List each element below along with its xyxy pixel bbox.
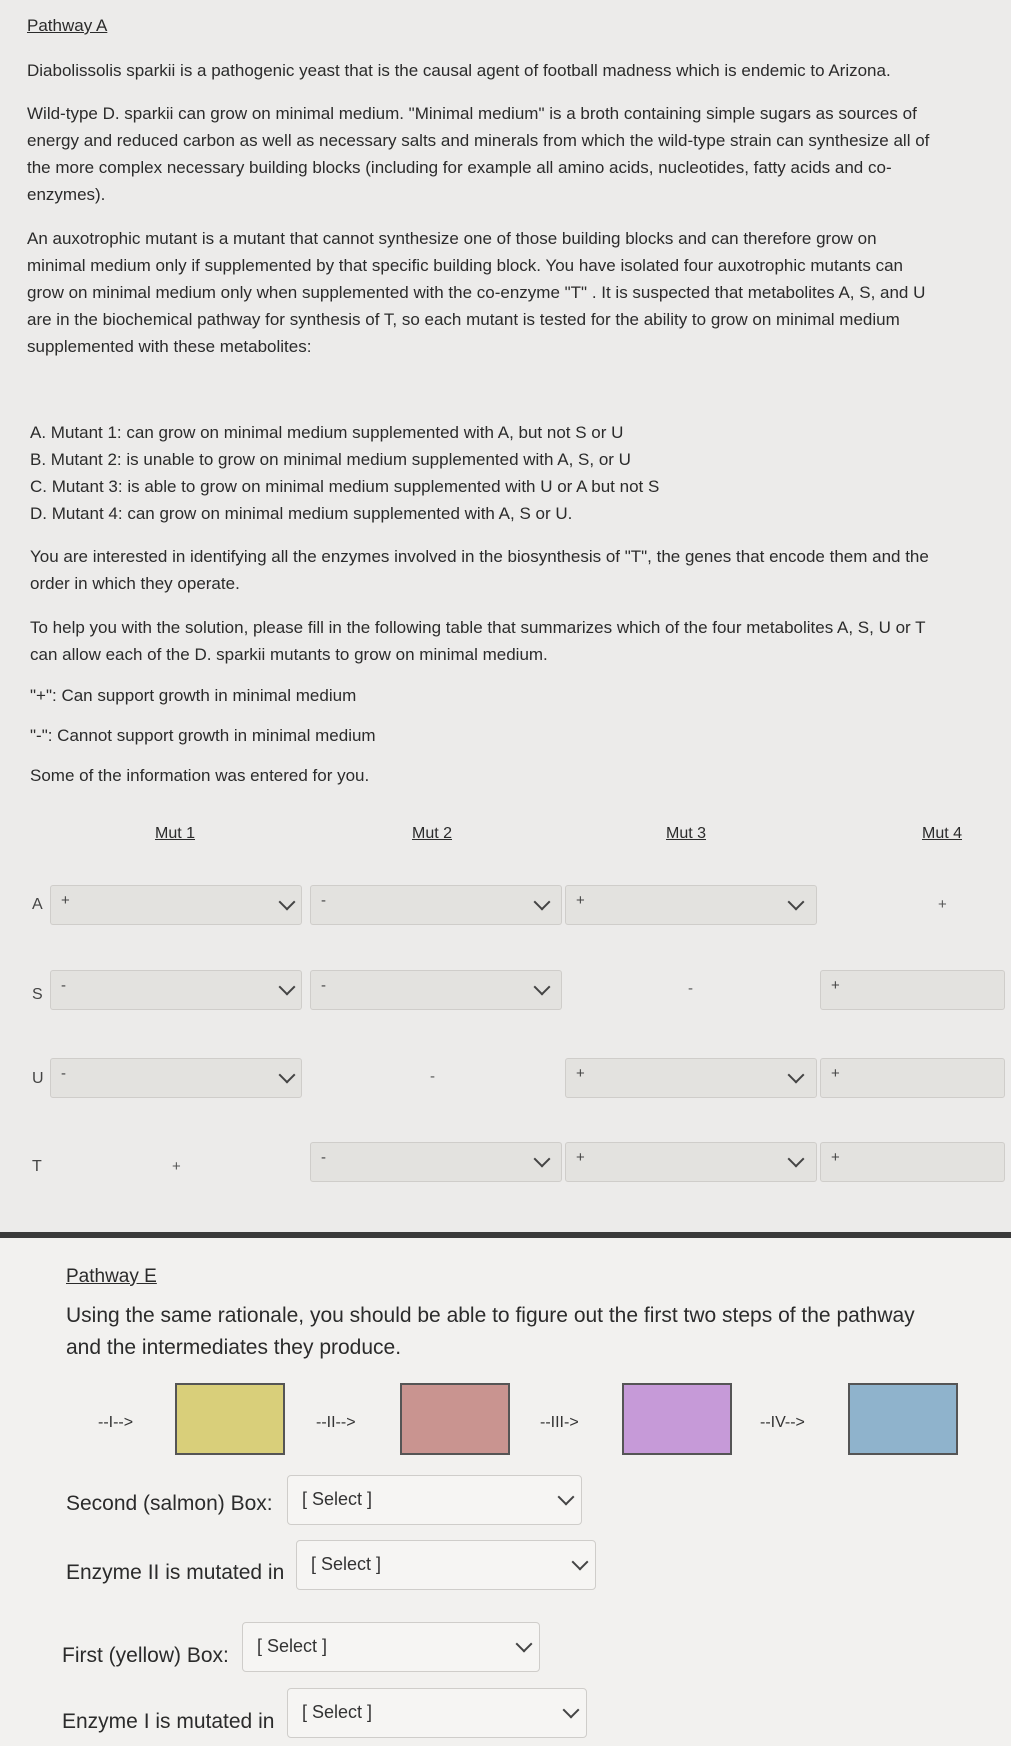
chevron-down-icon [558, 1489, 575, 1506]
auxotroph-line-4: are in the biochemical pathway for synthesis of T, so each mutant is tested for the ability to grow on minimal medium [27, 310, 900, 329]
chevron-down-icon [572, 1554, 589, 1571]
select-placeholder: [ Select ] [257, 1636, 328, 1656]
table-select-a-mut1[interactable] [50, 885, 302, 925]
chevron-down-icon [788, 1151, 805, 1168]
chevron-down-icon [563, 1702, 580, 1719]
first-box-question: First (yellow) Box: [62, 1644, 229, 1667]
cell-value: + [61, 892, 70, 909]
first-box-select[interactable] [242, 1622, 540, 1672]
enzyme-iv-arrow: --IV--> [760, 1414, 805, 1431]
auxotroph-line-2: minimal medium only if supplemented by that specific building block. You have isolated four auxotrophic mutants can [27, 256, 903, 275]
intro-paragraph: Diabolissolis sparkii is a pathogenic yeast that is the causal agent of football madness which is endemic to Arizona. [27, 61, 891, 80]
second-box-question: Second (salmon) Box: [66, 1492, 273, 1515]
chevron-down-icon [279, 1067, 296, 1084]
table-select-a-mut3[interactable] [565, 885, 817, 925]
goal-line-2: order in which they operate. [30, 574, 240, 593]
chevron-down-icon [534, 894, 551, 911]
minimal-medium-line-3: the more complex necessary building blocks (including for example all amino acids, nucleotides, fatty acids and co- [27, 158, 892, 177]
chevron-down-icon [516, 1636, 533, 1653]
column-header-mut2: Mut 2 [412, 825, 453, 842]
prefilled-note: Some of the information was entered for you. [30, 766, 370, 785]
instruction-line-1: To help you with the solution, please fill in the following table that summarizes which of the four metabolites A, S, U or T [30, 618, 926, 637]
cell-value: - [321, 1149, 326, 1166]
minimal-medium-line-2: energy and reduced carbon as well as necessary salts and minerals from which the wild-type strain can synthesize all of [27, 131, 930, 150]
cell-value: - [430, 1068, 435, 1085]
blue-intermediate-box [848, 1383, 958, 1455]
minimal-medium-line-4: enzymes). [27, 185, 106, 204]
select-placeholder: [ Select ] [302, 1702, 373, 1722]
chevron-down-icon [534, 1151, 551, 1168]
cell-value: - [688, 980, 693, 997]
enzyme-iii-arrow: --III-> [540, 1414, 579, 1431]
table-select-u-mut4[interactable] [820, 1058, 1005, 1098]
pathway-e-intro-line-2: and the intermediates they produce. [66, 1336, 402, 1359]
enzyme-ii-arrow: --II--> [316, 1414, 356, 1431]
table-select-s-mut4[interactable] [820, 970, 1005, 1010]
auxotroph-line-3: grow on minimal medium only when supplemented with the co-enzyme "T" . It is suspected that metabolites A, S, and U [27, 283, 926, 302]
yellow-intermediate-box [175, 1383, 285, 1455]
enzyme-i-select[interactable] [287, 1688, 587, 1738]
cell-value: - [61, 1065, 66, 1082]
goal-line-1: You are interested in identifying all the enzymes involved in the biosynthesis of "T", the genes that encode them and the [30, 547, 929, 566]
minimal-medium-line-1: Wild-type D. sparkii can grow on minimal medium. "Minimal medium" is a broth containing simple sugars as sources of [27, 104, 917, 123]
column-header-mut4: Mut 4 [922, 825, 963, 842]
table-select-u-mut3[interactable] [565, 1058, 817, 1098]
select-placeholder: [ Select ] [302, 1489, 373, 1509]
row-label-a: A [32, 896, 43, 913]
salmon-intermediate-box [400, 1383, 510, 1455]
row-label-t: T [32, 1158, 42, 1175]
cell-value: + [172, 1158, 181, 1175]
list-item: B. Mutant 2: is unable to grow on minimal medium supplemented with A, S, or U [30, 450, 631, 469]
enzyme-i-question: Enzyme I is mutated in [62, 1710, 275, 1733]
table-select-t-mut3[interactable] [565, 1142, 817, 1182]
legend-minus: "-": Cannot support growth in minimal medium [30, 726, 376, 745]
instruction-line-2: can allow each of the D. sparkii mutants to grow on minimal medium. [30, 645, 548, 664]
row-label-u: U [32, 1070, 44, 1087]
cell-value: + [831, 1149, 840, 1166]
purple-intermediate-box [622, 1383, 732, 1455]
auxotroph-line-1: An auxotrophic mutant is a mutant that cannot synthesize one of those building blocks and can therefore grow on [27, 229, 877, 248]
pathway-e-section [0, 1238, 1011, 1746]
auxotroph-line-5: supplemented with these metabolites: [27, 337, 312, 356]
list-item: A. Mutant 1: can grow on minimal medium supplemented with A, but not S or U [30, 423, 624, 442]
pathway-e-title: Pathway E [66, 1266, 157, 1287]
second-box-select[interactable] [287, 1475, 582, 1525]
pathway-a-title: Pathway A [27, 16, 108, 35]
table-select-s-mut1[interactable] [50, 970, 302, 1010]
row-label-s: S [32, 986, 43, 1003]
cell-value: + [831, 1065, 840, 1082]
table-select-u-mut1[interactable] [50, 1058, 302, 1098]
chevron-down-icon [534, 979, 551, 996]
chevron-down-icon [788, 894, 805, 911]
cell-value: + [576, 892, 585, 909]
chevron-down-icon [279, 894, 296, 911]
table-select-a-mut2[interactable] [310, 885, 562, 925]
chevron-down-icon [788, 1067, 805, 1084]
enzyme-i-arrow: --I--> [98, 1414, 134, 1431]
cell-value: - [61, 977, 66, 994]
table-select-t-mut2[interactable] [310, 1142, 562, 1182]
cell-value: - [321, 977, 326, 994]
column-header-mut3: Mut 3 [666, 825, 707, 842]
cell-value: + [576, 1065, 585, 1082]
table-select-t-mut4[interactable] [820, 1142, 1005, 1182]
cell-value: - [321, 892, 326, 909]
select-placeholder: [ Select ] [311, 1554, 382, 1574]
cell-value: + [938, 896, 947, 913]
chevron-down-icon [279, 979, 296, 996]
column-header-mut1: Mut 1 [155, 825, 196, 842]
list-item: D. Mutant 4: can grow on minimal medium supplemented with A, S or U. [30, 504, 573, 523]
legend-plus: "+": Can support growth in minimal medium [30, 686, 357, 705]
table-select-s-mut2[interactable] [310, 970, 562, 1010]
enzyme-ii-question: Enzyme II is mutated in [66, 1561, 285, 1584]
pathway-e-intro-line-1: Using the same rationale, you should be able to figure out the first two steps of the pathway [66, 1304, 915, 1327]
cell-value: + [576, 1149, 585, 1166]
list-item: C. Mutant 3: is able to grow on minimal medium supplemented with U or A but not S [30, 477, 660, 496]
cell-value: + [831, 977, 840, 994]
enzyme-ii-select[interactable] [296, 1540, 596, 1590]
